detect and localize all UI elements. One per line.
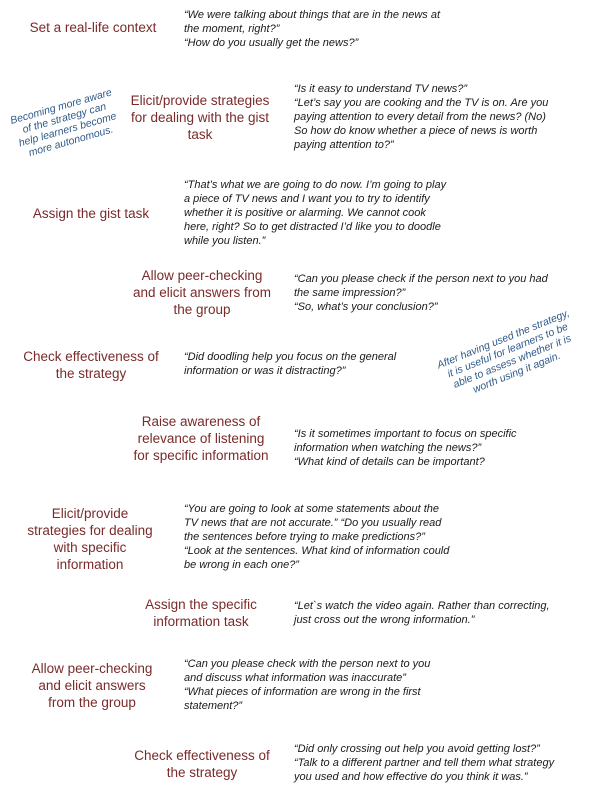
stage-label: Elicit/provide strategies for dealing with specific information bbox=[27, 506, 153, 572]
stage-label: Elicit/provide strategies for dealing with the gist task bbox=[130, 93, 270, 142]
teacher-quote: “That’s what we are going to do now. I’m going to play a piece of TV news and I want you to try to identify whether it is positive or alarming. We cannot cook here, right? So to get distracted I’d like you to doodle while you listen.” bbox=[184, 179, 447, 247]
teacher-quote: “Let`s watch the video again. Rather than correcting, just cross out the wrong information.” bbox=[294, 600, 550, 626]
teacher-quote: “Can you please check if the person next to you had the same impression?” “So, what’s your conclusion?” bbox=[294, 273, 548, 313]
stage-label: Allow peer-checking and elicit answers from the group bbox=[31, 661, 153, 710]
teacher-quote: “We were talking about things that are in the news at the moment, right?” “How do you usually get the news?” bbox=[184, 9, 440, 49]
teacher-quote: “You are going to look at some statements about the TV news that are not accurate.” “Do you usually read the sentences before trying to make predictions?” “Look at the sentences. What kind of information could be wrong in each one?” bbox=[184, 503, 450, 571]
stage-label: Set a real-life context bbox=[29, 20, 157, 35]
teacher-quote: “Can you please check with the person next to you and discuss what information was inaccurate” “What pieces of information are wrong in the first statement?” bbox=[184, 658, 431, 712]
stage-label: Check effectiveness of the strategy bbox=[134, 748, 270, 780]
teacher-quote: “Did only crossing out help you avoid getting lost?” “Talk to a different partner and tell them what strategy you used and how effective do you think it was.” bbox=[294, 743, 555, 783]
stage-label: Raise awareness of relevance of listening for specific information bbox=[133, 414, 269, 463]
margin-note-autonomy: Becoming more aware of the strategy can help learners become more autonomous. bbox=[8, 86, 118, 160]
stage-label: Assign the gist task bbox=[32, 206, 150, 221]
teacher-quote: “Is it sometimes important to focus on specific information when watching the news?” “What kind of details can be important? bbox=[294, 428, 517, 468]
teacher-quote: “Is it easy to understand TV news?” “Let’s say you are cooking and the TV is on. Are you paying attention to every detail from the news? (No) So how do know whether a piece of news is worth paying attention to?” bbox=[294, 83, 549, 151]
teacher-quote: “Did doodling help you focus on the general information or was it distracting?” bbox=[184, 351, 397, 377]
stage-label: Check effectiveness of the strategy bbox=[23, 349, 159, 381]
margin-note-assessment: After having used the strategy, it is useful for learners to be able to assess whether it is worth using it again. bbox=[435, 307, 573, 396]
stage-label: Allow peer-checking and elicit answers from the group bbox=[132, 268, 272, 317]
stage-label: Assign the specific information task bbox=[145, 597, 257, 629]
